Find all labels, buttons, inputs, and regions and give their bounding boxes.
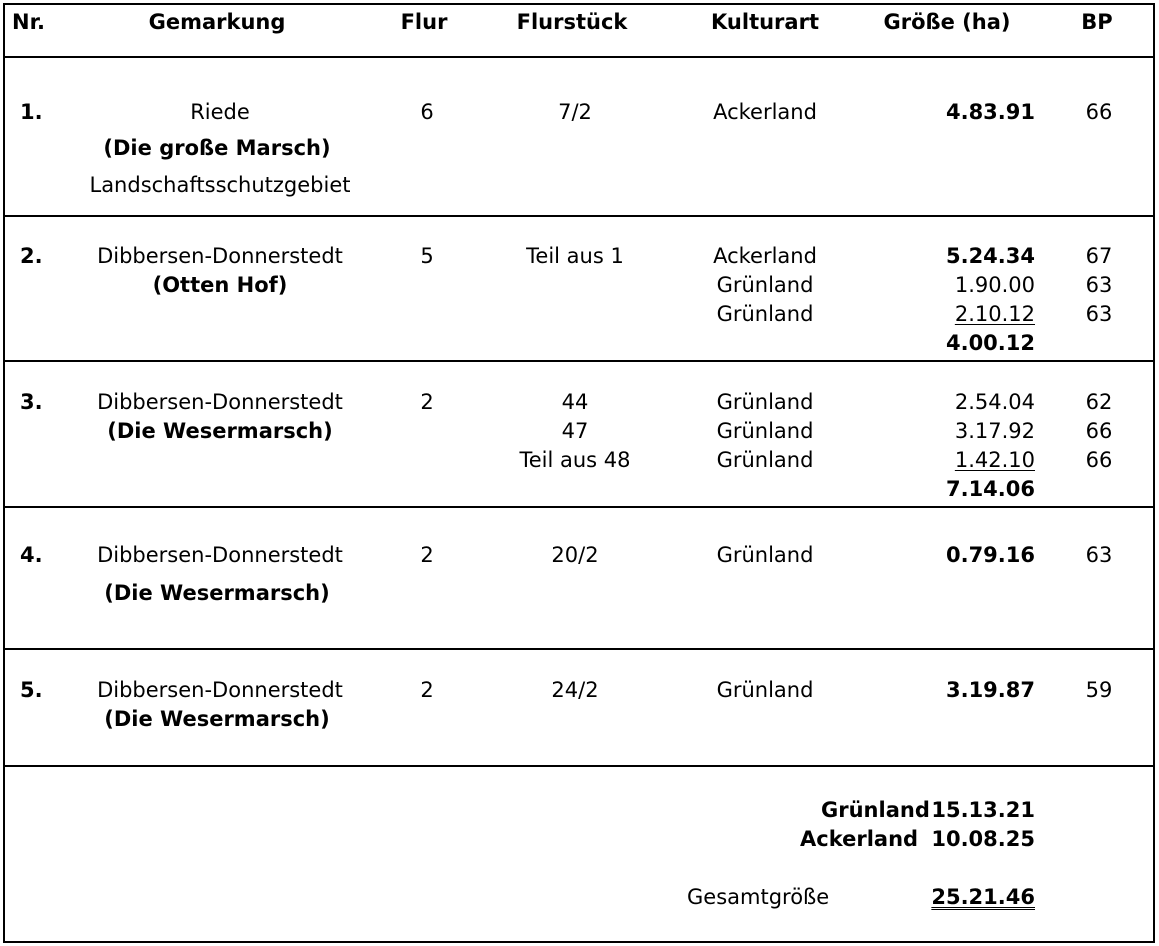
header-flur: Flur	[400, 10, 448, 34]
bp: 63	[1085, 273, 1113, 297]
groesse: 5.24.34	[945, 244, 1035, 268]
summary-ackerland-label: Ackerland	[800, 827, 919, 851]
bp: 67	[1085, 244, 1113, 268]
summary-gruenland-value: 15.13.21	[931, 798, 1035, 822]
flur: 5	[420, 244, 434, 268]
bp: 59	[1085, 678, 1113, 702]
flur: 6	[420, 100, 434, 124]
kulturart: Ackerland	[713, 244, 817, 268]
gemarkung: Riede	[190, 100, 250, 124]
header-gemarkung: Gemarkung	[148, 10, 286, 34]
kulturart: Grünland	[716, 273, 814, 297]
row-nr: 5.	[20, 678, 43, 702]
kulturart: Grünland	[716, 390, 814, 414]
flurstueck: Teil aus 48	[519, 448, 631, 472]
flur: 2	[420, 390, 434, 414]
groesse: 2.10.12	[954, 302, 1035, 326]
subtotal: 4.00.12	[945, 331, 1035, 355]
groesse: 1.42.10	[954, 448, 1035, 472]
row-divider-1	[3, 215, 1155, 217]
flurstueck: Teil aus 1	[526, 244, 624, 268]
kulturart: Grünland	[716, 678, 814, 702]
parcel-name: (Die Wesermarsch)	[104, 581, 330, 605]
summary-gesamt-label: Gesamtgröße	[687, 885, 830, 909]
header-flurstueck: Flurstück	[516, 10, 628, 34]
bp: 66	[1085, 448, 1113, 472]
parcel-name: (Die Wesermarsch)	[107, 419, 333, 443]
flur: 2	[420, 543, 434, 567]
header-nr: Nr.	[12, 10, 45, 34]
parcel-name: (Otten Hof)	[152, 273, 288, 297]
header-divider	[3, 56, 1155, 58]
gemarkung: Dibbersen-Donnerstedt	[97, 543, 343, 567]
kulturart: Grünland	[716, 543, 814, 567]
summary-gruenland-label: Grünland	[821, 798, 930, 822]
kulturart: Grünland	[716, 419, 814, 443]
parcel-name: (Die Wesermarsch)	[104, 707, 330, 731]
bp: 62	[1085, 390, 1113, 414]
row-nr: 4.	[20, 543, 43, 567]
row-divider-3	[3, 506, 1155, 508]
groesse: 0.79.16	[945, 543, 1035, 567]
header-groesse: Größe (ha)	[883, 10, 1011, 34]
flurstueck: 24/2	[551, 678, 599, 702]
groesse: 4.83.91	[945, 100, 1035, 124]
bp: 63	[1085, 302, 1113, 326]
bp: 66	[1085, 100, 1113, 124]
kulturart: Ackerland	[713, 100, 817, 124]
gemarkung: Dibbersen-Donnerstedt	[97, 678, 343, 702]
subtotal: 7.14.06	[945, 477, 1035, 501]
gemarkung: Dibbersen-Donnerstedt	[97, 390, 343, 414]
summary-ackerland-value: 10.08.25	[931, 827, 1035, 851]
row-divider-5	[3, 765, 1155, 767]
kulturart: Grünland	[716, 302, 814, 326]
groesse: 3.17.92	[954, 419, 1035, 443]
parcel-name: (Die große Marsch)	[103, 136, 331, 160]
header-kulturart: Kulturart	[711, 10, 819, 34]
flurstueck: 20/2	[551, 543, 599, 567]
header-bp: BP	[1081, 10, 1113, 34]
row-divider-2	[3, 360, 1155, 362]
row-divider-4	[3, 648, 1155, 650]
summary-gesamt-value: 25.21.46	[931, 885, 1035, 909]
groesse: 1.90.00	[954, 273, 1035, 297]
flurstueck: 47	[561, 419, 589, 443]
flur: 2	[420, 678, 434, 702]
kulturart: Grünland	[716, 448, 814, 472]
flurstueck: 44	[561, 390, 589, 414]
groesse: 2.54.04	[954, 390, 1035, 414]
flurstueck: 7/2	[558, 100, 592, 124]
bp: 66	[1085, 419, 1113, 443]
gemarkung: Dibbersen-Donnerstedt	[97, 244, 343, 268]
groesse: 3.19.87	[945, 678, 1035, 702]
row-nr: 1.	[20, 100, 43, 124]
row-nr: 2.	[20, 244, 43, 268]
row-nr: 3.	[20, 390, 43, 414]
protection-note: Landschaftsschutzgebiet	[89, 173, 351, 197]
bp: 63	[1085, 543, 1113, 567]
